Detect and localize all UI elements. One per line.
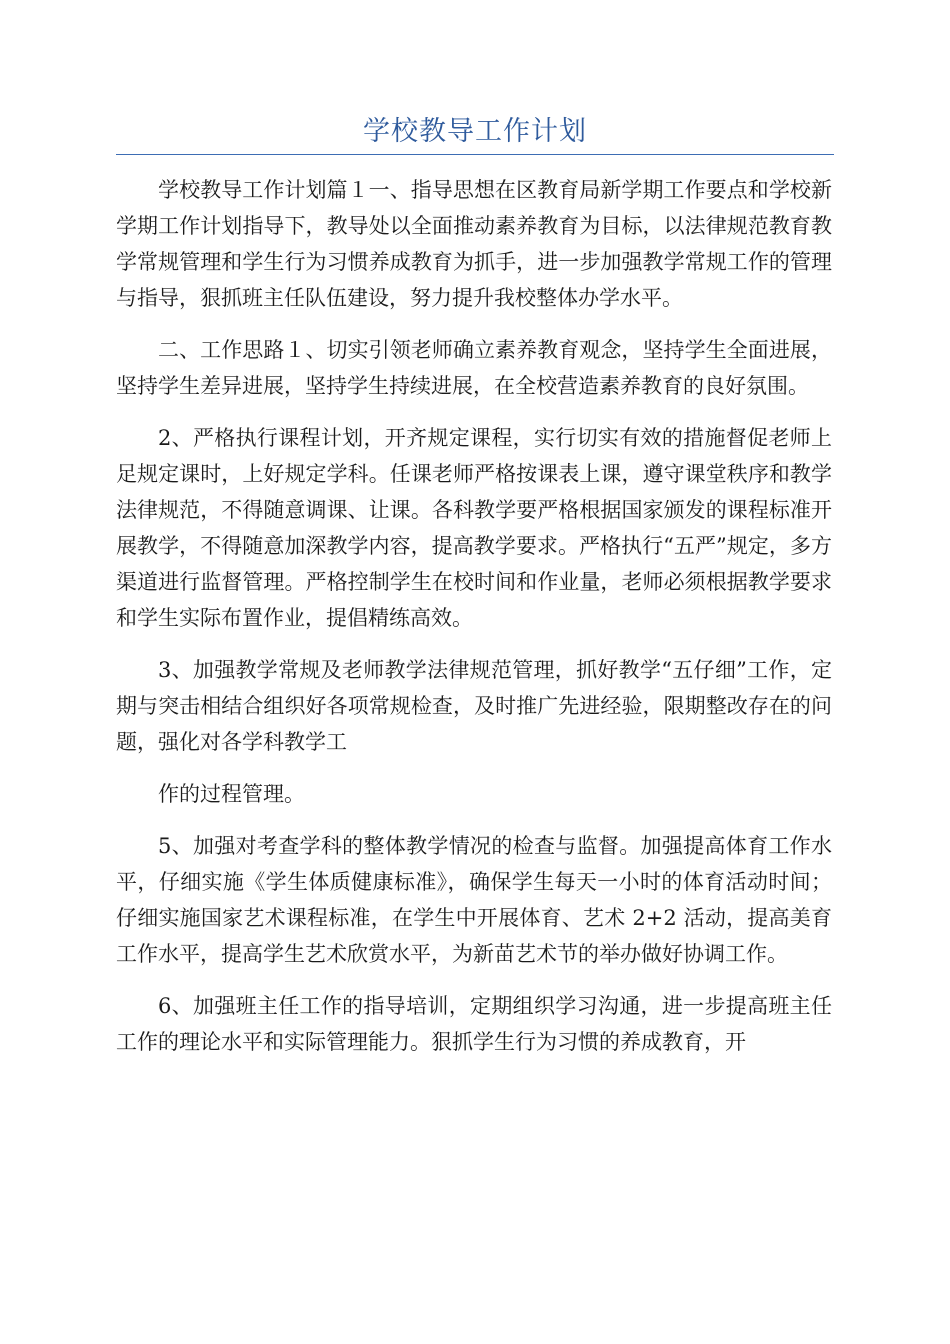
document-title: 学校教导工作计划 bbox=[363, 116, 587, 147]
paragraph-process-management: 作的过程管理。 bbox=[158, 782, 305, 806]
document-body bbox=[116, 172, 832, 1076]
paragraph-guiding-thought: 学校教导工作计划篇１一、指导思想在区教育局新学期工作要点和学校新学期工作计划指导下，教导处以全面推动素养教育为目标，以法律规范教育教学常规管理和学生行为习惯养成教育为抓手，进一步加强教学常规工作的管理与指导，狠抓班主任队伍建设，努力提升我校整体办学水平。 bbox=[116, 178, 832, 310]
paragraph-curriculum-plan: 2、严格执行课程计划，开齐规定课程，实行切实有效的措施督促老师上足规定课时，上好规定学科。任课老师严格按课表上课，遵守课堂秩序和教学法律规范，不得随意调课、让课。各科教学要严格根据国家颁发的课程标准开展教学，不得随意加深教学内容，提高教学要求。严格执行“五严”规定，多方渠道进行监督管理。严格控制学生在校时间和作业量，老师必须根据教学要求和学生实际布置作业，提倡精练高效。 bbox=[116, 426, 832, 630]
paragraph-class-teacher-training: 6、加强班主任工作的指导培训，定期组织学习沟通，进一步提高班主任工作的理论水平和实际管理能力。狠抓学生行为习惯的养成教育，开 bbox=[116, 994, 832, 1054]
paragraph-teaching-routine: 3、加强教学常规及老师教学法律规范管理，抓好教学“五仔细”工作，定期与突击相结合组织好各项常规检查，及时推广先进经验，限期整改存在的问题，强化对各学科教学工 bbox=[116, 658, 832, 754]
title-underline bbox=[116, 154, 834, 155]
paragraph-work-approach: 二、工作思路１、切实引领老师确立素养教育观念，坚持学生全面进展，坚持学生差异进展，坚持学生持续进展，在全校营造素养教育的良好氛围。 bbox=[116, 338, 832, 398]
paragraph-subject-supervision: 5、加强对考查学科的整体教学情况的检查与监督。加强提高体育工作水平，仔细实施《学生体质健康标准》，确保学生每天一小时的体育活动时间；仔细实施国家艺术课程标准，在学生中开展体育、艺术 2+2 活动，提高美育工作水平，提高学生艺术欣赏水平，为新苗艺术节的举办做好协调工作。 bbox=[116, 834, 832, 966]
